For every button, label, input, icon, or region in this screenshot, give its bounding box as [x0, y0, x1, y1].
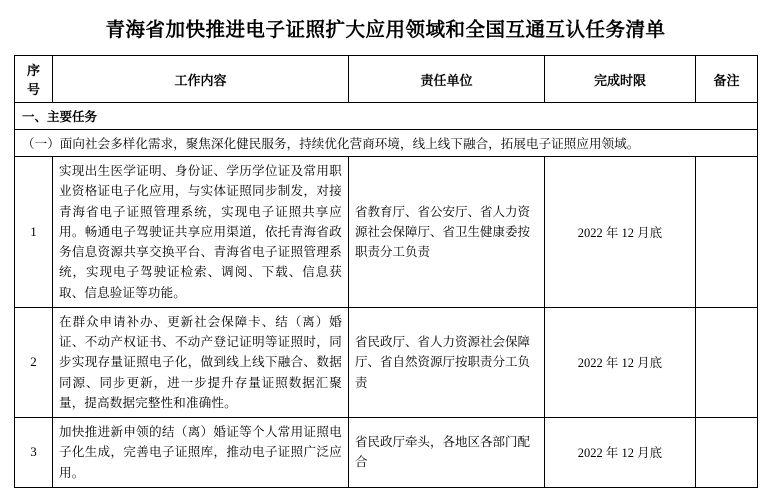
page-title: 青海省加快推进电子证照扩大应用领域和全国互通互认任务清单: [105, 19, 666, 41]
row-remark: [696, 157, 758, 308]
section-heading-row: [15, 103, 758, 130]
column-header-unit: 责任单位: [349, 56, 545, 103]
row-task: 在群众申请补办、更新社会保障卡、结（离）婚证、不动产权证书、不动产登记证明等证照时，同步实现存量证照电子化，做到线上线下融合、数据同源、同步更新，进一步提升存量证照数据汇聚量，提高数据完整性和准确性。: [53, 307, 349, 417]
table-header-row: [15, 56, 758, 103]
table-header: [15, 56, 758, 103]
row-seq: 3: [15, 418, 53, 488]
column-header-task: 工作内容: [53, 56, 349, 103]
row-remark: [696, 418, 758, 488]
column-header-deadline: 完成时限: [545, 56, 696, 103]
subsection-heading-text: （一）面向社会多样化需求，聚焦深化健民服务，持续优化营商环境，线上线下融合，拓展电子证照应用领域。: [15, 130, 758, 157]
column-header-remark: 备注: [696, 56, 758, 103]
row-deadline: 2022 年 12 月底: [545, 307, 696, 417]
section-heading-text: 一、主要任务: [15, 103, 758, 130]
row-seq: 2: [15, 307, 53, 417]
column-header-seq: 序号: [15, 56, 53, 103]
row-task: 实现出生医学证明、身份证、学历学位证及常用职业资格证电子化应用，与实体证照同步制发，对接青海省电子证照管理系统，实现电子证照共享应用。畅通电子驾驶证共享应用渠道，依托青海省政务信息资源共享交换平台、青海省电子证照管理系统，实现电子驾驶证检索、调阅、下载、信息获取、信息验证等功能。: [53, 157, 349, 308]
task-list-table: [14, 55, 758, 488]
row-seq: 1: [15, 157, 53, 308]
row-unit: 省教育厅、省公安厅、省人力资源社会保障厅、省卫生健康委按职责分工负责: [349, 157, 545, 308]
row-unit: 省民政厅、省人力资源社会保障厅、省自然资源厅按职责分工负责: [349, 307, 545, 417]
table-row: [15, 418, 758, 488]
subsection-heading-row: [15, 130, 758, 157]
row-task: 加快推进新申领的结（离）婚证等个人常用证照电子化生成，完善电子证照库，推动电子证照广泛应用。: [53, 418, 349, 488]
row-deadline: 2022 年 12 月底: [545, 418, 696, 488]
row-deadline: 2022 年 12 月底: [545, 157, 696, 308]
table-row: [15, 307, 758, 417]
table-body: [15, 103, 758, 488]
row-unit: 省民政厅牵头，各地区各部门配合: [349, 418, 545, 488]
table-row: [15, 157, 758, 308]
row-remark: [696, 307, 758, 417]
